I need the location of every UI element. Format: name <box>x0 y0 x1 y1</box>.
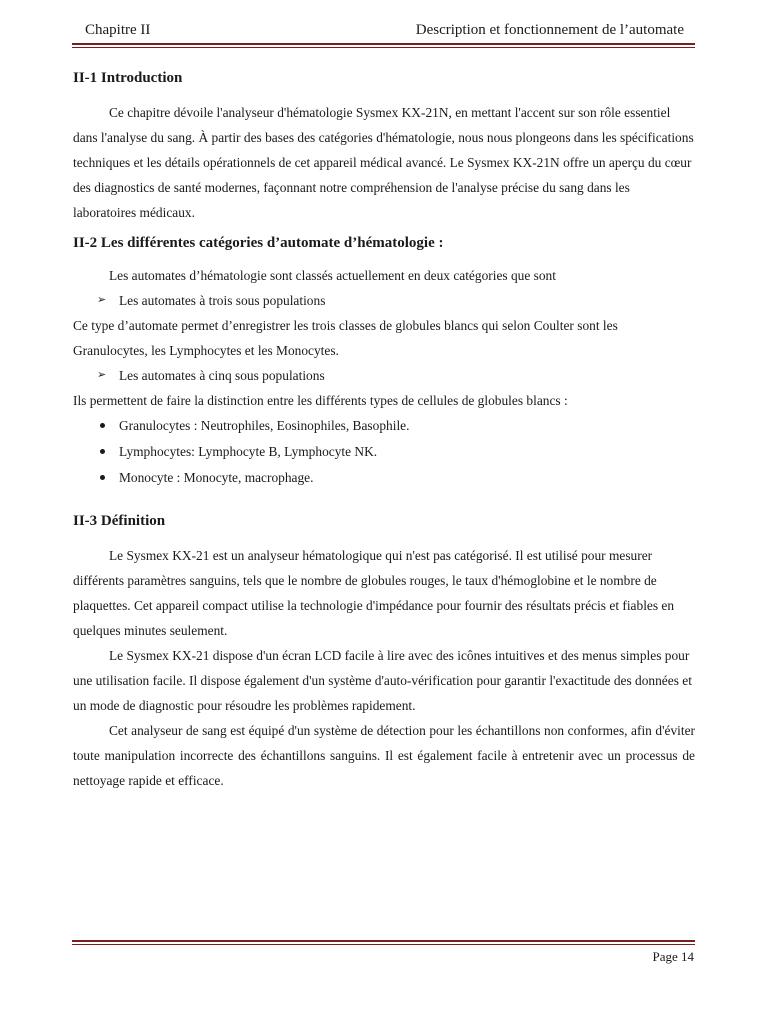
bullet-dot-icon <box>100 449 105 454</box>
section-3-paragraph-2: Le Sysmex KX-21 dispose d'un écran LCD facile à lire avec des icônes intuitives et des menus simples pour une utilisation facile. Il dispose également d'un système d'auto-vérification pour garantir l'exactitude des données et un mode de diagnostic pour résoudre les problèmes rapidement. <box>73 648 692 713</box>
section-3-title: II-3 Définition <box>73 513 166 529</box>
header-rule-thin <box>72 47 695 48</box>
list-item: Lymphocytes: Lymphocyte B, Lymphocyte NK. <box>73 439 695 465</box>
section-2-intro: Les automates d’hématologie sont classés actuellement en deux catégories que sont <box>109 268 556 283</box>
bullet-dot-icon <box>100 475 105 480</box>
category-item-2 <box>73 363 695 388</box>
footer-rule-thin <box>72 944 695 945</box>
header-rule <box>72 43 695 45</box>
list-item: Monocyte : Monocyte, macrophage. <box>73 465 695 491</box>
footer-rule <box>72 940 695 942</box>
list-item: Granulocytes : Neutrophiles, Eosinophiles, Basophile. <box>73 413 695 439</box>
page-number: Page 14 <box>652 949 694 964</box>
section-3-paragraph-3: Cet analyseur de sang est équipé d'un système de détection pour les échantillons non conformes, afin d'éviter toute manipulation incorrecte des échantillons sanguins. Il est également facile à entretenir avec un processus de nettoyage rapide et efficace. <box>73 723 695 788</box>
arrow-bullet-icon: ➢ <box>97 294 107 306</box>
section-3-paragraph-1: Le Sysmex KX-21 est un analyseur hématologique qui n'est pas catégorisé. Il est utilisé pour mesurer différents paramètres sanguins, tels que le nombre de globules rouges, le taux d'hémoglobine et le nombre de plaquettes. Cet appareil compact utilise la technologie d'impédance pour fournir des résultats précis et fiables en quelques minutes seulement. <box>73 548 675 638</box>
header-title: Description et fonctionnement de l’automate <box>415 22 684 38</box>
section-1-title: II-1 Introduction <box>73 70 183 86</box>
arrow-bullet-icon: ➢ <box>97 369 107 381</box>
header-chapter: Chapitre II <box>85 22 151 38</box>
section-2-title: II-2 Les différentes catégories d’automate d’hématologie : <box>73 235 444 251</box>
category-item-1-description: Ce type d’automate permet d’enregistrer les trois classes de globules blancs qui selon Coulter sont les Granulocytes, les Lymphocytes et les Monocytes. <box>73 318 618 358</box>
category-item-1 <box>73 288 695 313</box>
category-item-2-label: Les automates à cinq sous populations <box>119 368 325 383</box>
category-item-2-description: Ils permettent de faire la distinction entre les différents types de cellules de globules blancs : <box>73 393 568 408</box>
category-item-1-label: Les automates à trois sous populations <box>119 293 326 308</box>
page-content <box>73 66 695 793</box>
bullet-dot-icon <box>100 423 105 428</box>
section-1-paragraph: Ce chapitre dévoile l'analyseur d'hématologie Sysmex KX-21N, en mettant l'accent sur son rôle essentiel dans l'analyse du sang. À partir des bases des catégories d'hématologie, nous nous plongeons dans les spécifications techniques et les détails opérationnels de cet appareil médical avancé. Le Sysmex KX-21N offre un aperçu du cœur des diagnostics de santé modernes, façonnant notre compréhension de l'analyse précise du sang dans les laboratoires médicaux. <box>73 105 694 220</box>
cell-type-list <box>73 413 695 491</box>
